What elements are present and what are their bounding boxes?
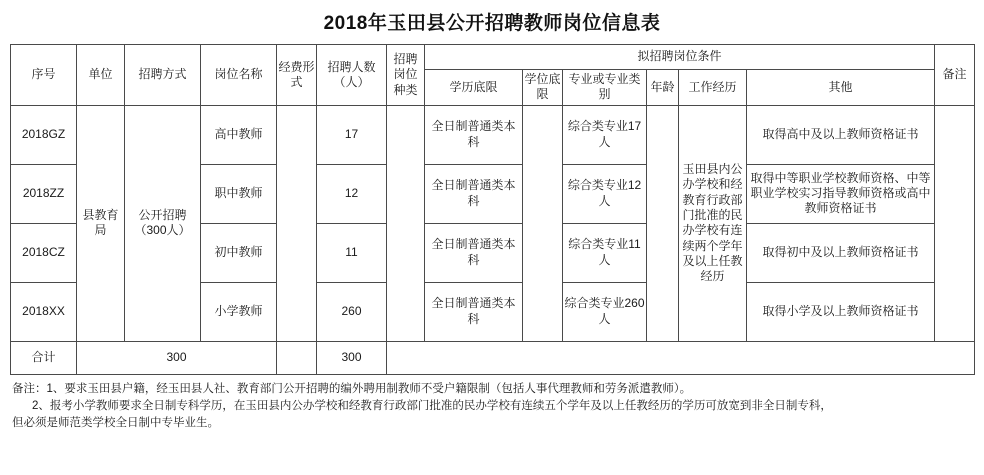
cell-edu-min: 全日制普通类本科 (425, 223, 523, 282)
cell-edu-min: 全日制普通类本科 (425, 164, 523, 223)
header-post-type: 招聘岗位种类 (387, 45, 425, 106)
total-recruit-count: 300 (317, 341, 387, 374)
cell-major: 综合类专业12人 (563, 164, 647, 223)
footnotes (10, 381, 974, 433)
cell-edu-min: 全日制普通类本科 (425, 105, 523, 164)
cell-edu-min: 全日制普通类本科 (425, 282, 523, 341)
cell-recruit-count: 17 (317, 105, 387, 164)
total-method-count: 300 (77, 341, 277, 374)
header-age: 年龄 (647, 70, 679, 106)
footnote-2: 2、报考小学教师要求全日制专科学历，在玉田县内公办学校和经教育行政部门批准的民办学校有连续五个学年及以上任教经历的学历可放宽到非全日制专科， (32, 399, 832, 412)
cell-recruit-count: 11 (317, 223, 387, 282)
header-other: 其他 (747, 70, 935, 106)
cell-other: 取得高中及以上教师资格证书 (747, 105, 935, 164)
cell-other: 取得中等职业学校教师资格、中等职业学校实习指导教师资格或高中教师资格证书 (747, 164, 935, 223)
total-blank (387, 341, 975, 374)
header-work-exp: 工作经历 (679, 70, 747, 106)
table-total-row (11, 341, 975, 374)
header-post-name: 岗位名称 (201, 45, 277, 106)
page-title: 2018年玉田县公开招聘教师岗位信息表 (323, 13, 661, 34)
cell-work-exp: 玉田县内公办学校和经教育行政部门批准的民办学校有连续两个学年及以上任教经历 (679, 105, 747, 341)
cell-seq: 2018CZ (11, 223, 77, 282)
cell-other: 取得初中及以上教师资格证书 (747, 223, 935, 282)
table-header-row-1 (11, 45, 975, 70)
recruitment-table (10, 44, 975, 375)
header-remark: 备注 (935, 45, 975, 106)
cell-age (647, 105, 679, 341)
cell-funding-form (277, 105, 317, 341)
cell-major: 综合类专业17人 (563, 105, 647, 164)
header-unit: 单位 (77, 45, 125, 106)
header-seq: 序号 (11, 45, 77, 106)
header-major: 专业或专业类别 (563, 70, 647, 106)
cell-recruit-count: 260 (317, 282, 387, 341)
cell-major: 综合类专业11人 (563, 223, 647, 282)
cell-post-type (387, 105, 425, 341)
header-degree-min: 学位底限 (523, 70, 563, 106)
cell-recruit-method: 公开招聘（300人） (125, 105, 201, 341)
header-conditions-group: 拟招聘岗位条件 (425, 45, 935, 70)
cell-major: 综合类专业260人 (563, 282, 647, 341)
footnote-3: 但必须是师范类学校全日制中专毕业生。 (12, 417, 219, 430)
cell-post-name: 高中教师 (201, 105, 277, 164)
total-label: 合计 (11, 341, 77, 374)
cell-other: 取得小学及以上教师资格证书 (747, 282, 935, 341)
cell-unit: 县教育局 (77, 105, 125, 341)
header-funding-form: 经费形式 (277, 45, 317, 106)
footnote-1: 备注：1、要求玉田县户籍，经玉田县人社、教育部门公开招聘的编外聘用制教师不受户籍限制（包括人事代理教师和劳务派遣教师）。 (12, 382, 692, 395)
cell-seq: 2018XX (11, 282, 77, 341)
cell-remark (935, 105, 975, 341)
cell-seq: 2018GZ (11, 105, 77, 164)
cell-seq: 2018ZZ (11, 164, 77, 223)
cell-degree-min (523, 105, 563, 341)
header-recruit-count: 招聘人数（人） (317, 45, 387, 106)
cell-post-name: 小学教师 (201, 282, 277, 341)
total-funding-blank (277, 341, 317, 374)
header-recruit-method: 招聘方式 (125, 45, 201, 106)
cell-post-name: 初中教师 (201, 223, 277, 282)
header-edu-min: 学历底限 (425, 70, 523, 106)
table-row (11, 105, 975, 164)
cell-post-name: 职中教师 (201, 164, 277, 223)
cell-recruit-count: 12 (317, 164, 387, 223)
